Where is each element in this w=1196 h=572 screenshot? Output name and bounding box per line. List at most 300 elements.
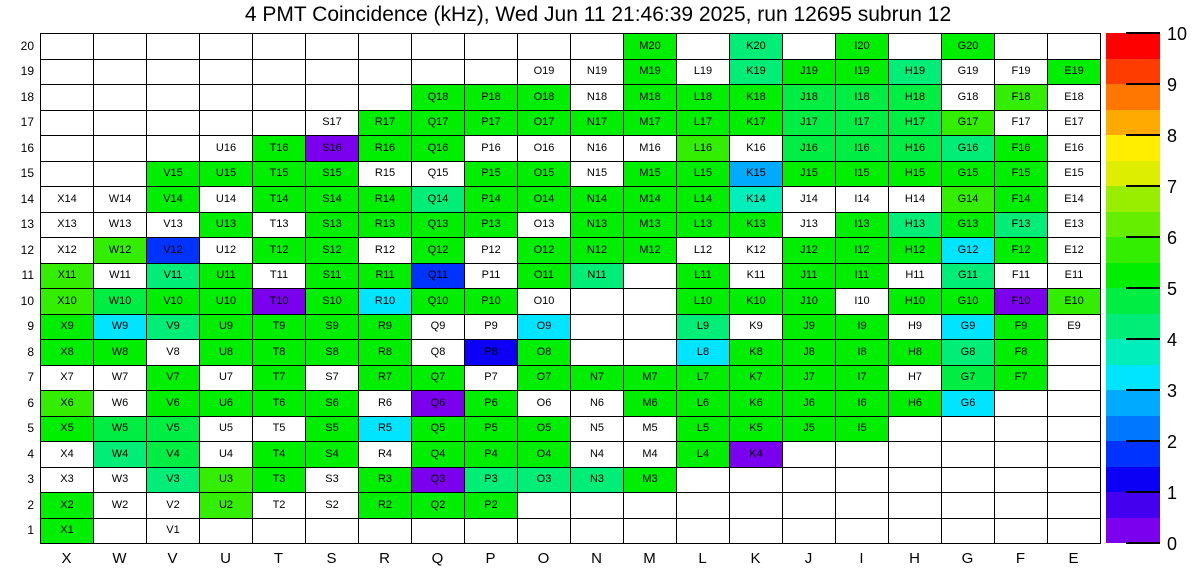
heatmap-cell: E16 <box>1048 136 1101 162</box>
heatmap-cell: L4 <box>677 442 730 468</box>
heatmap-cell: P13 <box>465 213 518 239</box>
heatmap-cell: R4 <box>359 442 412 468</box>
heatmap-cell <box>41 111 94 137</box>
heatmap-cell: I7 <box>836 366 889 392</box>
colorbar-band <box>1106 492 1160 518</box>
heatmap-cell: F11 <box>995 264 1048 290</box>
heatmap-cell: P17 <box>465 111 518 137</box>
heatmap-cell: U2 <box>200 493 253 519</box>
x-axis-label: I <box>859 550 864 567</box>
heatmap-cell: Q2 <box>412 493 465 519</box>
heatmap-cell: R10 <box>359 289 412 315</box>
heatmap-cell: G6 <box>942 391 995 417</box>
heatmap-cell: Q4 <box>412 442 465 468</box>
heatmap-cell: O14 <box>518 187 571 213</box>
heatmap-cell: J16 <box>783 136 836 162</box>
heatmap-cell <box>41 85 94 111</box>
x-axis-label: J <box>804 550 813 567</box>
colorbar-tick-label: 2 <box>1167 432 1178 452</box>
heatmap-cell: U16 <box>200 136 253 162</box>
heatmap-cell <box>200 34 253 60</box>
heatmap-cell <box>1048 519 1101 545</box>
heatmap-cell: G20 <box>942 34 995 60</box>
heatmap-cell: K6 <box>730 391 783 417</box>
heatmap-cell: L6 <box>677 391 730 417</box>
y-axis-label: 13 <box>20 217 34 232</box>
heatmap-cell: P9 <box>465 315 518 341</box>
heatmap-cell: F14 <box>995 187 1048 213</box>
heatmap-cell: H7 <box>889 366 942 392</box>
heatmap-cell <box>783 468 836 494</box>
heatmap-cell: O12 <box>518 238 571 264</box>
colorbar-band <box>1106 161 1160 187</box>
heatmap-cell: E9 <box>1048 315 1101 341</box>
heatmap-cell: X14 <box>41 187 94 213</box>
heatmap-cell: O13 <box>518 213 571 239</box>
heatmap-cell: S11 <box>306 264 359 290</box>
heatmap-cell: H11 <box>889 264 942 290</box>
heatmap-cell: G7 <box>942 366 995 392</box>
heatmap-cell <box>94 85 147 111</box>
x-axis-label: R <box>379 550 390 567</box>
heatmap-cell <box>412 60 465 86</box>
heatmap-cell: X12 <box>41 238 94 264</box>
heatmap-cell: I14 <box>836 187 889 213</box>
heatmap-cell <box>889 519 942 545</box>
y-axis-label: 14 <box>20 191 34 206</box>
heatmap-cell: W8 <box>94 340 147 366</box>
heatmap-cell: L5 <box>677 417 730 443</box>
heatmap-cell: J10 <box>783 289 836 315</box>
colorbar-tick-label: 0 <box>1167 534 1178 554</box>
y-axis-label: 5 <box>27 421 34 436</box>
colorbar-tick-label: 3 <box>1167 381 1178 401</box>
colorbar-band <box>1106 314 1160 340</box>
heatmap-cell: E18 <box>1048 85 1101 111</box>
heatmap-cell: S2 <box>306 493 359 519</box>
heatmap-cell: S4 <box>306 442 359 468</box>
heatmap-cell: P16 <box>465 136 518 162</box>
heatmap-cell: X10 <box>41 289 94 315</box>
heatmap-cell: I17 <box>836 111 889 137</box>
heatmap-cell <box>1048 442 1101 468</box>
heatmap-cell: O9 <box>518 315 571 341</box>
heatmap-cell <box>200 60 253 86</box>
heatmap-cell: U11 <box>200 264 253 290</box>
heatmap-cell: O6 <box>518 391 571 417</box>
heatmap-cell: O16 <box>518 136 571 162</box>
heatmap-cell: N3 <box>571 468 624 494</box>
heatmap-cell: H14 <box>889 187 942 213</box>
heatmap-cell: R3 <box>359 468 412 494</box>
heatmap-cell <box>41 162 94 188</box>
heatmap-cell: P8 <box>465 340 518 366</box>
heatmap-cell: P4 <box>465 442 518 468</box>
heatmap-cell <box>94 111 147 137</box>
heatmap-cell <box>518 34 571 60</box>
y-axis-label: 20 <box>20 38 34 53</box>
heatmap-cell: R14 <box>359 187 412 213</box>
heatmap-cell: L7 <box>677 366 730 392</box>
heatmap-cell: E14 <box>1048 187 1101 213</box>
heatmap-cell: V4 <box>147 442 200 468</box>
heatmap-cell: O19 <box>518 60 571 86</box>
heatmap-cell: Q17 <box>412 111 465 137</box>
heatmap-cell <box>1048 468 1101 494</box>
heatmap-cell: L11 <box>677 264 730 290</box>
heatmap-cell <box>942 493 995 519</box>
heatmap-cell: H9 <box>889 315 942 341</box>
heatmap-cell: O5 <box>518 417 571 443</box>
heatmap-cell: N16 <box>571 136 624 162</box>
heatmap-cell: W9 <box>94 315 147 341</box>
x-axis-label: U <box>220 550 231 567</box>
heatmap-cell: M7 <box>624 366 677 392</box>
heatmap-cell <box>200 85 253 111</box>
heatmap-cell: R16 <box>359 136 412 162</box>
heatmap-cell: I11 <box>836 264 889 290</box>
heatmap-cell <box>41 60 94 86</box>
colorbar-tick <box>1126 32 1160 34</box>
heatmap-cell: O8 <box>518 340 571 366</box>
colorbar-tick <box>1126 440 1160 442</box>
heatmap-cell <box>889 468 942 494</box>
heatmap-cell: W4 <box>94 442 147 468</box>
heatmap-cell: E17 <box>1048 111 1101 137</box>
heatmap-cell <box>836 442 889 468</box>
heatmap-cell: L8 <box>677 340 730 366</box>
heatmap-cell <box>253 111 306 137</box>
heatmap-cell: J13 <box>783 213 836 239</box>
heatmap-cell <box>836 519 889 545</box>
heatmap-cell: X5 <box>41 417 94 443</box>
heatmap-cell: S7 <box>306 366 359 392</box>
heatmap-cell: H16 <box>889 136 942 162</box>
heatmap-cell: H8 <box>889 340 942 366</box>
heatmap-cell <box>624 519 677 545</box>
heatmap-cell: W7 <box>94 366 147 392</box>
heatmap-cell: G17 <box>942 111 995 137</box>
heatmap-cell: W12 <box>94 238 147 264</box>
heatmap-cell: V15 <box>147 162 200 188</box>
heatmap-cell: Q10 <box>412 289 465 315</box>
heatmap-cell <box>41 136 94 162</box>
x-axis-label: K <box>750 550 761 567</box>
x-axis-label: O <box>537 550 550 567</box>
heatmap-cell <box>253 60 306 86</box>
heatmap-cell: P6 <box>465 391 518 417</box>
heatmap-cell: Q5 <box>412 417 465 443</box>
heatmap-cell: X7 <box>41 366 94 392</box>
heatmap-cell: U6 <box>200 391 253 417</box>
heatmap-cell: N12 <box>571 238 624 264</box>
colorbar-band <box>1106 441 1160 467</box>
colorbar-tick-label: 6 <box>1167 228 1178 248</box>
colorbar-tick <box>1126 491 1160 493</box>
heatmap-cell <box>94 60 147 86</box>
colorbar-tick <box>1126 338 1160 340</box>
heatmap-cell: L15 <box>677 162 730 188</box>
heatmap-cell <box>465 34 518 60</box>
heatmap-cell: S16 <box>306 136 359 162</box>
heatmap-cell: M18 <box>624 85 677 111</box>
heatmap-cell: K16 <box>730 136 783 162</box>
heatmap-cell: J8 <box>783 340 836 366</box>
heatmap-cell: M20 <box>624 34 677 60</box>
heatmap-cell: X13 <box>41 213 94 239</box>
heatmap-cell: W13 <box>94 213 147 239</box>
heatmap-cell: L16 <box>677 136 730 162</box>
y-axis-label: 3 <box>27 472 34 487</box>
heatmap-cell: L17 <box>677 111 730 137</box>
heatmap-cell: K19 <box>730 60 783 86</box>
heatmap-cell: N18 <box>571 85 624 111</box>
heatmap-cell: F16 <box>995 136 1048 162</box>
heatmap-cell: H13 <box>889 213 942 239</box>
heatmap-cell: J5 <box>783 417 836 443</box>
heatmap-cell <box>571 519 624 545</box>
colorbar-tick-label: 5 <box>1167 279 1178 299</box>
heatmap-cell <box>995 493 1048 519</box>
heatmap-cell <box>94 136 147 162</box>
chart-title: 4 PMT Coincidence (kHz), Wed Jun 11 21:46:39 2025, run 12695 subrun 12 <box>244 3 952 26</box>
heatmap-cell <box>995 417 1048 443</box>
colorbar-band <box>1106 33 1160 59</box>
heatmap-cell: T16 <box>253 136 306 162</box>
heatmap-cell: J18 <box>783 85 836 111</box>
heatmap-cell: X1 <box>41 519 94 545</box>
heatmap-cell <box>147 85 200 111</box>
heatmap-cell: K12 <box>730 238 783 264</box>
heatmap-cell: S13 <box>306 213 359 239</box>
heatmap-cell <box>889 493 942 519</box>
heatmap-cell: S8 <box>306 340 359 366</box>
heatmap-cell <box>359 85 412 111</box>
heatmap-cell <box>624 315 677 341</box>
heatmap-cell: P15 <box>465 162 518 188</box>
heatmap-cell <box>147 60 200 86</box>
heatmap-cell: P5 <box>465 417 518 443</box>
heatmap-cell: Q7 <box>412 366 465 392</box>
heatmap-cell: I20 <box>836 34 889 60</box>
heatmap-cell <box>783 493 836 519</box>
heatmap-cell: E19 <box>1048 60 1101 86</box>
heatmap-cell <box>995 519 1048 545</box>
heatmap-cell: N7 <box>571 366 624 392</box>
heatmap-cell <box>253 34 306 60</box>
heatmap-cell <box>730 468 783 494</box>
heatmap-cell <box>677 468 730 494</box>
heatmap-cell: M17 <box>624 111 677 137</box>
heatmap-cell: E11 <box>1048 264 1101 290</box>
heatmap-cell: J6 <box>783 391 836 417</box>
heatmap-cell: R2 <box>359 493 412 519</box>
heatmap-cell <box>995 34 1048 60</box>
heatmap-cell: L10 <box>677 289 730 315</box>
heatmap-cell: F18 <box>995 85 1048 111</box>
heatmap-cell: Q14 <box>412 187 465 213</box>
heatmap-cell <box>518 493 571 519</box>
heatmap-cell: P11 <box>465 264 518 290</box>
heatmap-cell: G14 <box>942 187 995 213</box>
colorbar-band <box>1106 110 1160 136</box>
heatmap-cell <box>730 493 783 519</box>
x-axis-label: V <box>167 550 178 567</box>
heatmap-cell <box>995 468 1048 494</box>
heatmap-cell: J19 <box>783 60 836 86</box>
heatmap-cell: T3 <box>253 468 306 494</box>
heatmap-cell: X8 <box>41 340 94 366</box>
heatmap-cell: I18 <box>836 85 889 111</box>
heatmap-cell: F13 <box>995 213 1048 239</box>
heatmap-cell: L14 <box>677 187 730 213</box>
heatmap-cell: V5 <box>147 417 200 443</box>
heatmap-cell: T13 <box>253 213 306 239</box>
heatmap-cell: V3 <box>147 468 200 494</box>
heatmap-cell: S10 <box>306 289 359 315</box>
heatmap-cell: W2 <box>94 493 147 519</box>
heatmap-cell: M4 <box>624 442 677 468</box>
heatmap-cell: K7 <box>730 366 783 392</box>
heatmap-cell: M12 <box>624 238 677 264</box>
colorbar-band <box>1106 390 1160 416</box>
heatmap-cell: U5 <box>200 417 253 443</box>
heatmap-cell: T7 <box>253 366 306 392</box>
heatmap-cell: Q9 <box>412 315 465 341</box>
colorbar-tick <box>1126 236 1160 238</box>
heatmap-cell: W11 <box>94 264 147 290</box>
heatmap-cell <box>1048 366 1101 392</box>
x-axis-label: M <box>643 550 656 567</box>
heatmap-cell: T4 <box>253 442 306 468</box>
heatmap-cell: I13 <box>836 213 889 239</box>
heatmap-cell: U4 <box>200 442 253 468</box>
heatmap-cell: F10 <box>995 289 1048 315</box>
heatmap-cell: N11 <box>571 264 624 290</box>
heatmap-cell <box>730 519 783 545</box>
heatmap-cell: K14 <box>730 187 783 213</box>
heatmap-cell: U9 <box>200 315 253 341</box>
y-axis-label: 17 <box>20 115 34 130</box>
heatmap-cell: M13 <box>624 213 677 239</box>
heatmap-cell <box>94 519 147 545</box>
y-axis-label: 16 <box>20 140 34 155</box>
heatmap-cell <box>1048 34 1101 60</box>
colorbar-tick-label: 1 <box>1167 483 1178 503</box>
colorbar-tick-label: 9 <box>1167 75 1178 95</box>
heatmap-cell <box>624 264 677 290</box>
heatmap-cell: J17 <box>783 111 836 137</box>
heatmap-cell: N17 <box>571 111 624 137</box>
heatmap-cell: O10 <box>518 289 571 315</box>
heatmap-cell: O15 <box>518 162 571 188</box>
heatmap-cell: T14 <box>253 187 306 213</box>
heatmap-cell: J12 <box>783 238 836 264</box>
heatmap-cell <box>624 340 677 366</box>
colorbar-band <box>1106 263 1160 289</box>
heatmap-cell: K18 <box>730 85 783 111</box>
heatmap-cell: I12 <box>836 238 889 264</box>
colorbar-tick-label: 4 <box>1167 330 1178 350</box>
heatmap-cell <box>995 391 1048 417</box>
heatmap-cell: W6 <box>94 391 147 417</box>
heatmap-cell: P18 <box>465 85 518 111</box>
heatmap-cell: R7 <box>359 366 412 392</box>
heatmap-cell <box>147 111 200 137</box>
heatmap-cell: H17 <box>889 111 942 137</box>
heatmap-cell <box>783 519 836 545</box>
colorbar-band <box>1106 84 1160 110</box>
heatmap-cell: M16 <box>624 136 677 162</box>
heatmap-cell: R15 <box>359 162 412 188</box>
heatmap-cell <box>306 85 359 111</box>
colorbar-tick <box>1126 389 1160 391</box>
heatmap-cell: L19 <box>677 60 730 86</box>
heatmap-cell: H6 <box>889 391 942 417</box>
y-axis-label: 18 <box>20 89 34 104</box>
heatmap-cell: K8 <box>730 340 783 366</box>
heatmap-cell <box>200 111 253 137</box>
heatmap-cell: I15 <box>836 162 889 188</box>
heatmap-cell: K15 <box>730 162 783 188</box>
heatmap-cell: F17 <box>995 111 1048 137</box>
y-axis-label: 7 <box>27 370 34 385</box>
heatmap-cell <box>571 315 624 341</box>
heatmap-cell <box>518 519 571 545</box>
heatmap-cell <box>836 468 889 494</box>
x-axis-label: P <box>485 550 496 567</box>
heatmap-cell: Q6 <box>412 391 465 417</box>
heatmap-cell <box>942 417 995 443</box>
heatmap-cell: N6 <box>571 391 624 417</box>
heatmap-cell: T8 <box>253 340 306 366</box>
heatmap-cell: H10 <box>889 289 942 315</box>
heatmap-cell: X2 <box>41 493 94 519</box>
heatmap-cell: S5 <box>306 417 359 443</box>
heatmap-cell: G19 <box>942 60 995 86</box>
heatmap-cell: P7 <box>465 366 518 392</box>
heatmap-cell <box>200 519 253 545</box>
heatmap-cell: F12 <box>995 238 1048 264</box>
heatmap-cell: O11 <box>518 264 571 290</box>
heatmap-cell: T5 <box>253 417 306 443</box>
heatmap-cell: J7 <box>783 366 836 392</box>
heatmap-cell: N5 <box>571 417 624 443</box>
heatmap-cell: J14 <box>783 187 836 213</box>
heatmap-cell: W3 <box>94 468 147 494</box>
colorbar-tick <box>1126 542 1160 544</box>
heatmap-cell: W10 <box>94 289 147 315</box>
heatmap-cell: V7 <box>147 366 200 392</box>
heatmap-cell: M14 <box>624 187 677 213</box>
heatmap-cell <box>253 519 306 545</box>
heatmap-cell <box>995 442 1048 468</box>
colorbar-band <box>1106 518 1160 544</box>
heatmap-cell: U8 <box>200 340 253 366</box>
colorbar-band <box>1106 339 1160 365</box>
heatmap-cell <box>1048 391 1101 417</box>
heatmap-cell <box>677 493 730 519</box>
heatmap-cell: M5 <box>624 417 677 443</box>
heatmap-cell: H18 <box>889 85 942 111</box>
x-axis-label: H <box>909 550 920 567</box>
colorbar-band <box>1106 288 1160 314</box>
heatmap-cell: O18 <box>518 85 571 111</box>
heatmap-cell: I19 <box>836 60 889 86</box>
heatmap-cell: O4 <box>518 442 571 468</box>
colorbar-band <box>1106 416 1160 442</box>
heatmap-cell: K4 <box>730 442 783 468</box>
